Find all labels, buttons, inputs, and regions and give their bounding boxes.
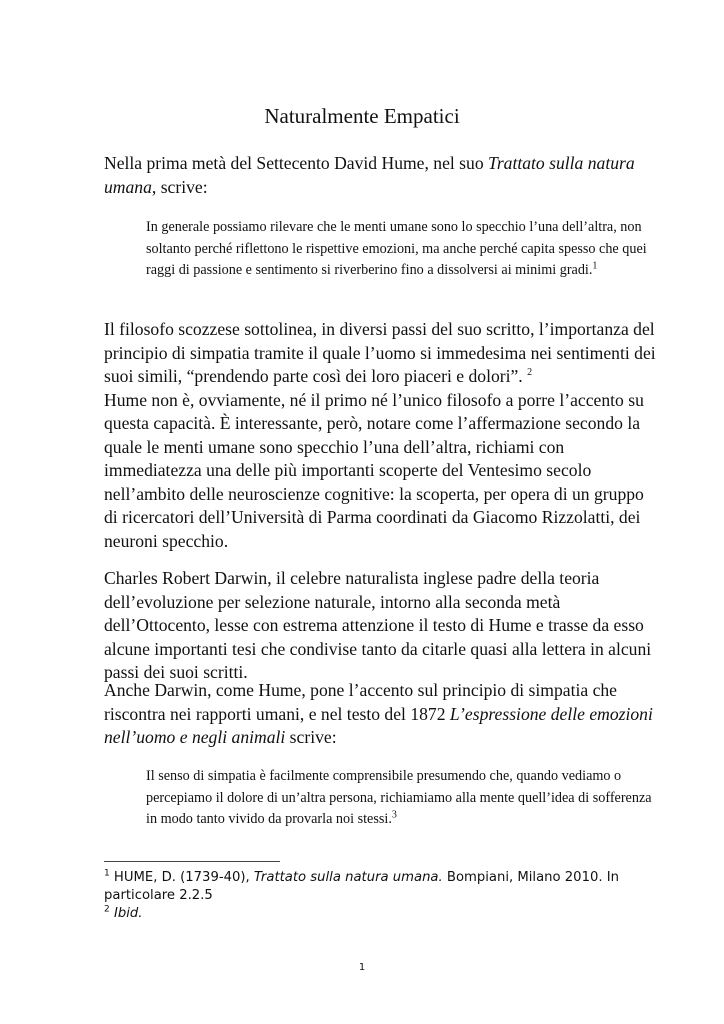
quote-darwin-text: Il senso di simpatia è facilmente comprensibile presumendo che, quando vediamo o percepiamo il dolore di un’altra persona, richiamiamo alla mente quell’idea di sofferenza in modo tanto vivido da provarla noi stessi. bbox=[146, 768, 652, 827]
quote-darwin bbox=[146, 766, 656, 831]
footnote-ref-2: 2 bbox=[527, 367, 533, 379]
footnote-2-ibid: Ibid. bbox=[113, 906, 143, 921]
page-number: 1 bbox=[358, 962, 366, 973]
book-title-hume: Trattato sulla natura umana bbox=[104, 153, 635, 197]
page-title: Naturalmente Empatici bbox=[264, 104, 460, 128]
footnote-1-number: 1 bbox=[104, 868, 110, 879]
footnote-1 bbox=[104, 869, 664, 905]
paragraph-darwin-simpatia-text: Anche Darwin, come Hume, pone l’accento sul principio di simpatia che riscontra nei rapporti umani, e nel testo del 1872 bbox=[104, 680, 617, 724]
paragraph-intro bbox=[104, 152, 656, 199]
paragraph-darwin-simpatia-end: scrive: bbox=[285, 727, 337, 747]
paragraph-simpatia-text: Il filosofo scozzese sottolinea, in diversi passi del suo scritto, l’importanza del principio di simpatia tramite il quale l’uomo si immedesima nei sentimenti dei suoi simili, “prendendo parte così dei loro piaceri e dolori”. bbox=[104, 319, 656, 386]
quote-hume-text: In generale possiamo rilevare che le menti umane sono lo specchio l’una dell’altra, non soltanto perché riflettono le rispettive emozioni, ma anche perché capita spesso che quei raggi di passione e sentimento si riverberino fino a dissolversi ai minimi gradi. bbox=[146, 219, 647, 278]
footnote-2-number: 2 bbox=[104, 904, 110, 915]
footnote-ref-3: 3 bbox=[391, 809, 397, 821]
book-title-darwin: L’espressione delle emozioni nell’uomo e negli animali bbox=[104, 703, 653, 747]
paragraph-neuroni-specchio: Hume non è, ovviamente, né il primo né l’unico filosofo a porre l’accento su questa capacità. È interessante, però, notare come l’affermazione secondo la quale le menti umane sono specchio l’una dell’altra, richiami con immediatezza una delle più importanti scoperte del Ventesimo secolo nell’ambito delle neuroscienze cognitive: la scoperta, per opera di un gruppo di ricercatori dell’Università di Parma coordinati da Giacomo Rizzolatti, dei neuroni specchio. bbox=[104, 389, 644, 551]
paragraph-intro-text: Nella prima metà del Settecento David Hume, nel suo bbox=[104, 153, 489, 173]
paragraph-darwin: Charles Robert Darwin, il celebre naturalista inglese padre della teoria dell’evoluzione per selezione naturale, intorno alla seconda metà dell’Ottocento, lesse con estrema attenzione il testo di Hume e trasse da esso alcune importanti tesi che condivise tanto da citarle quasi alla lettera in alcuni passi dei suoi scritti. bbox=[104, 568, 652, 682]
paragraph-darwin-simpatia bbox=[104, 679, 656, 750]
footnote-1-text: HUME, D. (1739-40), bbox=[109, 870, 254, 885]
paragraph-simpatia bbox=[104, 318, 656, 553]
footnote-1-book-title: Trattato sulla natura umana. bbox=[253, 870, 443, 885]
quote-hume bbox=[146, 217, 656, 282]
footnote-ref-1: 1 bbox=[592, 260, 598, 272]
footnote-separator bbox=[104, 861, 280, 862]
footnote-2 bbox=[104, 905, 664, 923]
paragraph-intro-end: , scrive: bbox=[151, 176, 208, 197]
footnote-1-publisher: Bompiani, Milano 2010. In particolare 2.2.5 bbox=[104, 870, 619, 903]
